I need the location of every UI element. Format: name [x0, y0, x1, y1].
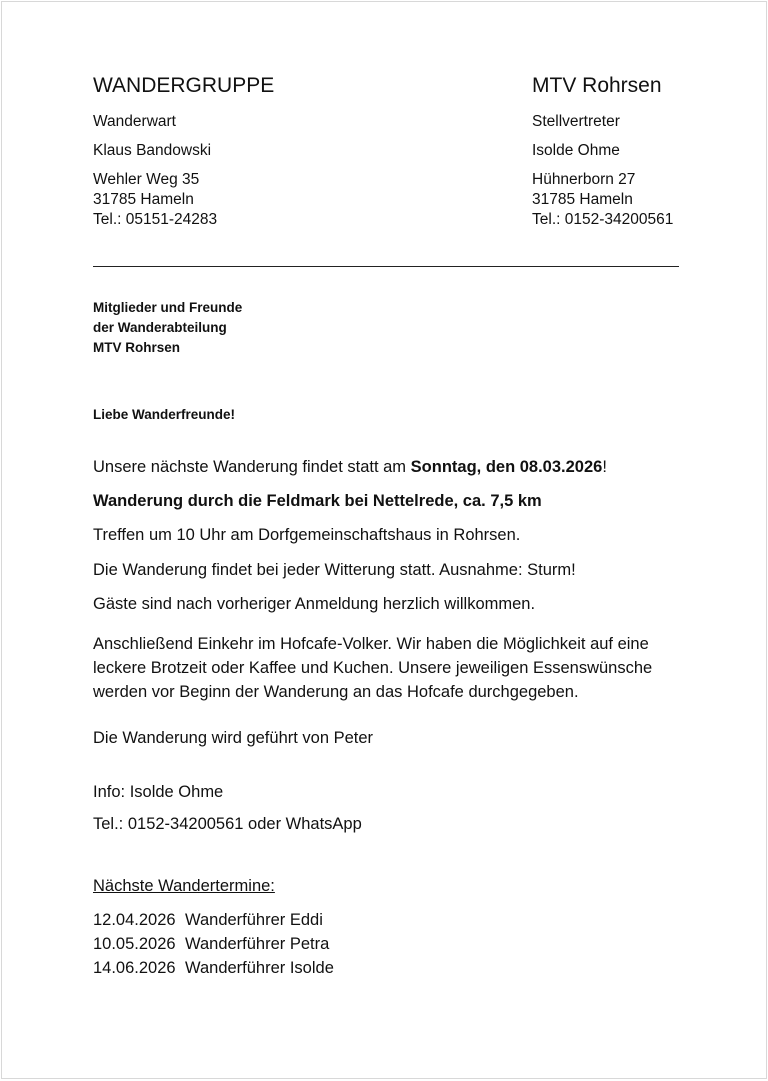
left-phone: Tel.: 05151-24283: [93, 211, 218, 228]
meeting-info: Treffen um 10 Uhr am Dorfgemeinschaftshaus in Rohrsen.: [93, 526, 521, 544]
announcement-date: Sonntag, den 08.03.2026: [410, 458, 603, 476]
right-phone: Tel.: 0152-34200561: [532, 211, 674, 228]
right-address: [532, 170, 673, 230]
guide: Wanderführer Eddi: [185, 911, 323, 929]
right-street: Hühnerborn 27: [532, 171, 636, 188]
phone-contact: Tel.: 0152-34200561 oder WhatsApp: [93, 815, 362, 833]
afterwards-line-1: Anschließend Einkehr im Hofcafe-Volker. Wir haben die Möglichkeit auf eine: [93, 635, 649, 653]
left-name: Klaus Bandowski: [93, 142, 212, 159]
right-role: Stellvertreter: [532, 113, 620, 130]
guide-note: Die Wanderung wird geführt von Peter: [93, 729, 374, 747]
date: 10.05.2026: [93, 935, 176, 953]
left-city: 31785 Hameln: [93, 191, 194, 208]
list-item: [93, 908, 334, 932]
group-title: WANDERGRUPPE: [93, 74, 275, 97]
salutation: Liebe Wanderfreunde!: [93, 407, 236, 422]
date: 12.04.2026: [93, 911, 176, 929]
right-city: 31785 Hameln: [532, 191, 633, 208]
list-item: [93, 956, 334, 980]
next-dates-heading: Nächste Wandertermine:: [93, 877, 275, 895]
guide: Wanderführer Petra: [185, 935, 330, 953]
recipient-block: [93, 298, 242, 358]
letter-page: [1, 1, 767, 1079]
date: 14.06.2026: [93, 959, 176, 977]
announcement-prefix: Unsere nächste Wanderung findet statt am: [93, 458, 411, 476]
afterwards-line-3: werden vor Beginn der Wanderung an das Hofcafe durchgegeben.: [93, 683, 579, 701]
recipient-line-1: Mitglieder und Freunde: [93, 300, 243, 315]
recipient-line-3: MTV Rohrsen: [93, 340, 181, 355]
afterwards-paragraph: [93, 632, 652, 704]
left-street: Wehler Weg 35: [93, 171, 200, 188]
header-divider: [93, 266, 679, 267]
club-title: MTV Rohrsen: [532, 74, 662, 97]
announcement-suffix: !: [602, 458, 607, 476]
list-item: [93, 932, 334, 956]
right-name: Isolde Ohme: [532, 142, 620, 159]
announcement: [93, 458, 607, 477]
left-address: [93, 170, 217, 230]
route-description: Wanderung durch die Feldmark bei Nettelrede, ca. 7,5 km: [93, 492, 542, 510]
left-role: Wanderwart: [93, 113, 176, 130]
afterwards-line-2: leckere Brotzeit oder Kaffee und Kuchen. Unsere jeweiligen Essenswünsche: [93, 659, 653, 677]
next-dates-list: [93, 908, 334, 980]
guests-note: Gäste sind nach vorheriger Anmeldung herzlich willkommen.: [93, 595, 536, 613]
weather-note: Die Wanderung findet bei jeder Witterung statt. Ausnahme: Sturm!: [93, 561, 576, 579]
info-contact: Info: Isolde Ohme: [93, 783, 224, 801]
recipient-line-2: der Wanderabteilung: [93, 320, 227, 335]
guide: Wanderführer Isolde: [185, 959, 334, 977]
